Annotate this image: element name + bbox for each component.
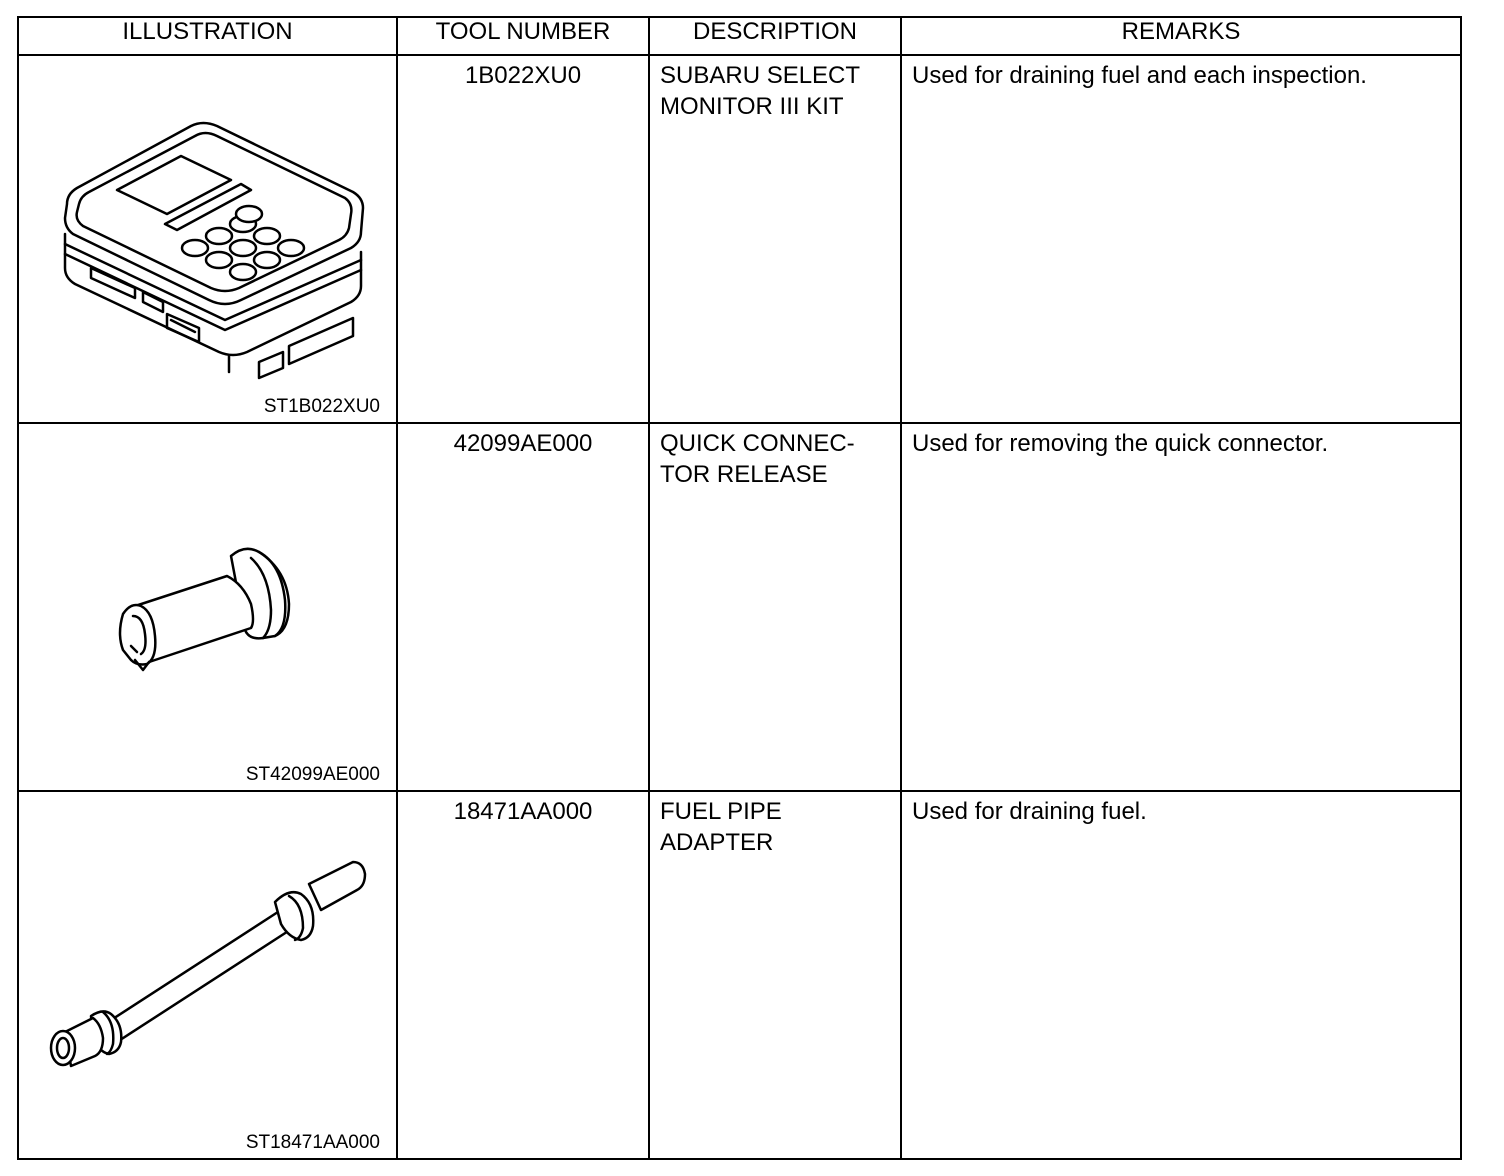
illustration-code: ST1B022XU0 <box>263 396 380 417</box>
description-line: FUEL PIPE <box>660 798 782 825</box>
header-description: DESCRIPTION <box>649 17 901 55</box>
remarks-text: Used for draining fuel and each inspection. <box>912 62 1367 89</box>
header-remarks: REMARKS <box>901 17 1461 55</box>
remarks-cell <box>901 423 1461 791</box>
special-tools-table <box>17 16 1462 1160</box>
tool-number-cell <box>397 423 649 791</box>
fuel-pipe-adapter-icon <box>19 792 398 1160</box>
remarks-text: Used for draining fuel. <box>912 798 1147 825</box>
illustration-code: ST42099AE000 <box>245 764 380 785</box>
description-line: MONITOR III KIT <box>660 93 844 120</box>
select-monitor-kit-icon <box>19 56 398 424</box>
illustration-code: ST18471AA000 <box>245 1132 380 1153</box>
tool-number-cell <box>397 791 649 1159</box>
illustration-cell <box>18 423 397 791</box>
description-cell <box>649 55 901 423</box>
remarks-cell <box>901 791 1461 1159</box>
illustration-cell <box>18 791 397 1159</box>
table-row <box>18 423 1461 791</box>
quick-connector-release-icon <box>19 424 398 792</box>
tool-number: 1B022XU0 <box>464 62 582 89</box>
remarks-text: Used for removing the quick connector. <box>912 430 1329 457</box>
header-illustration: ILLUSTRATION <box>18 17 397 55</box>
description-line: TOR RELEASE <box>660 461 828 488</box>
description-cell <box>649 791 901 1159</box>
tool-number: 18471AA000 <box>453 798 593 825</box>
table-row <box>18 55 1461 423</box>
description-cell <box>649 423 901 791</box>
description-line: ADAPTER <box>660 829 774 856</box>
table-row <box>18 791 1461 1159</box>
description-line: QUICK CONNEC- <box>660 430 855 457</box>
header-tool-number: TOOL NUMBER <box>397 17 649 55</box>
remarks-cell <box>901 55 1461 423</box>
tool-number-cell <box>397 55 649 423</box>
tool-number: 42099AE000 <box>453 430 593 457</box>
description-line: SUBARU SELECT <box>660 62 861 89</box>
illustration-cell <box>18 55 397 423</box>
table-header-row <box>18 17 1461 55</box>
